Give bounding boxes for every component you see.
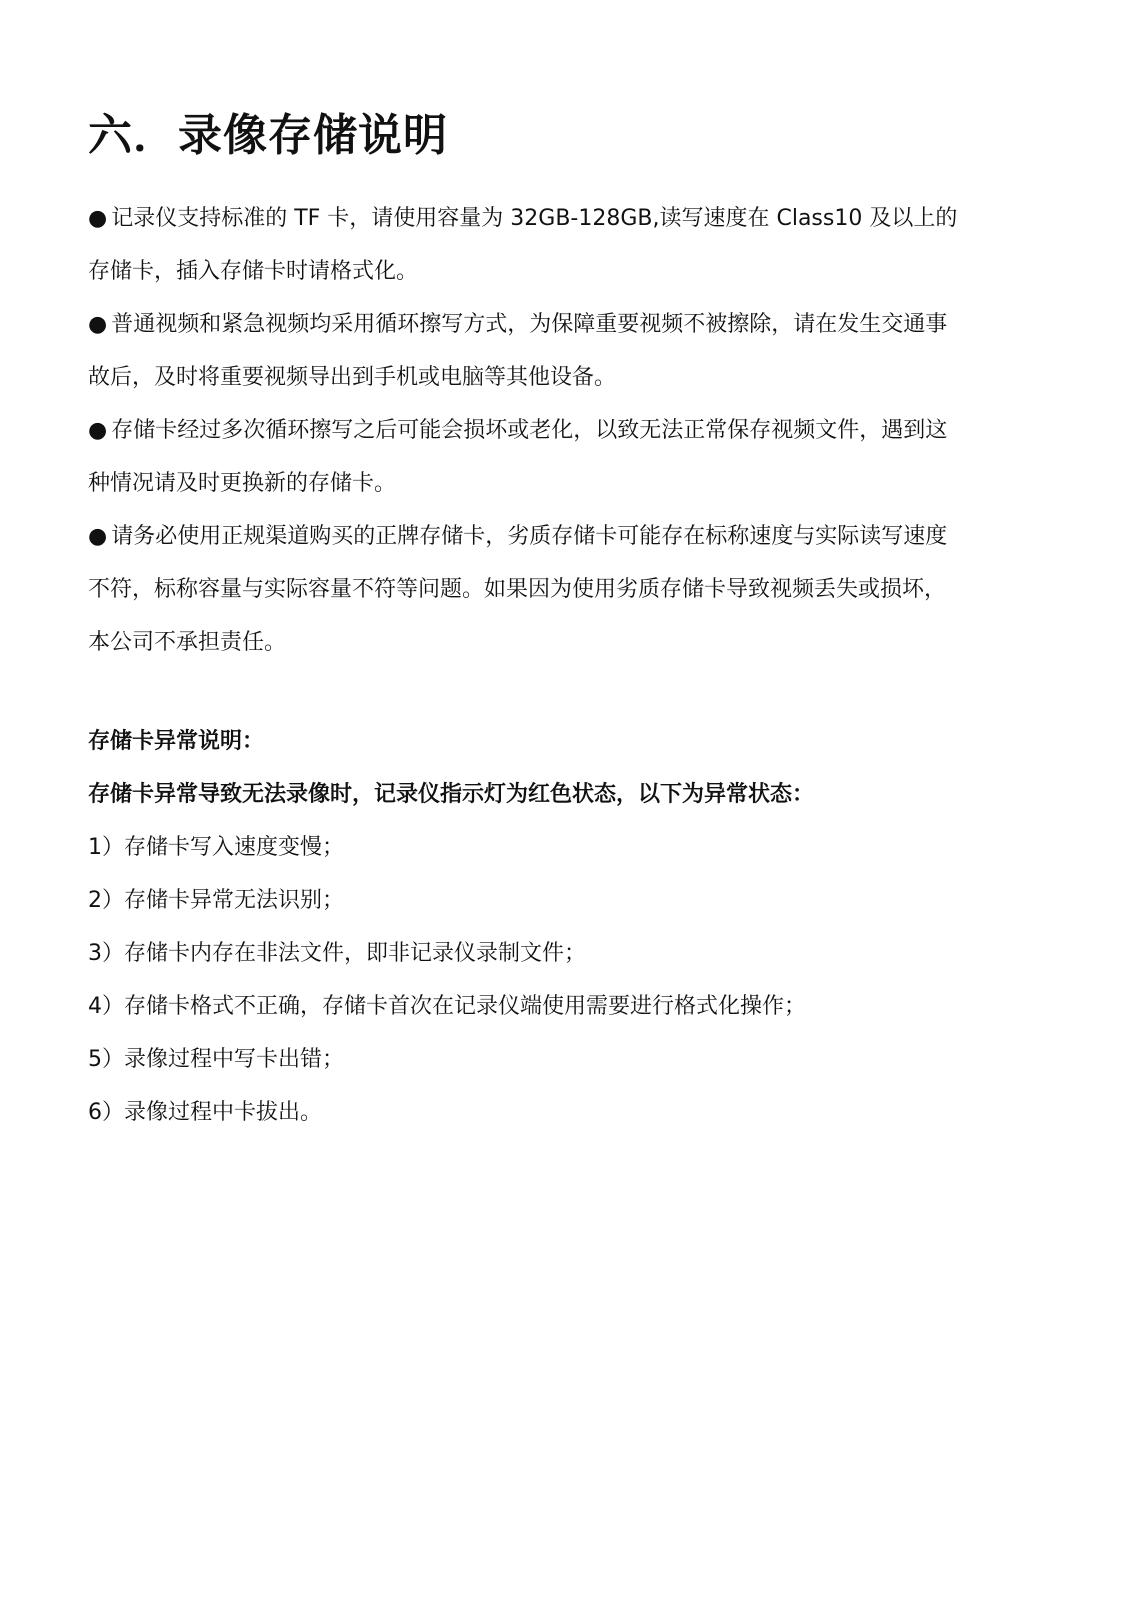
bullet-text: 记录仪支持标准的 TF 卡，请使用容量为 32GB-128GB,读写速度在 Class10 及以上的存储卡，插入存储卡时请格式化。 [88, 206, 958, 284]
bullet-paragraph [88, 404, 958, 510]
abnormal-subheading: 存储卡异常导致无法录像时，记录仪指示灯为红色状态，以下为异常状态： [88, 782, 815, 807]
bullet-text: 普通视频和紧急视频均采用循环擦写方式，为保障重要视频不被擦除，请在发生交通事故后，及时将重要视频导出到手机或电脑等其他设备。 [88, 312, 948, 390]
bullet-paragraph [88, 192, 958, 298]
abnormal-item: 5）录像过程中写卡出错； [88, 1047, 344, 1072]
bullet-paragraph [88, 510, 958, 669]
bullet-paragraph [88, 298, 958, 404]
bullet-dot-icon: ● [88, 206, 108, 231]
abnormal-item: 2）存储卡异常无法识别； [88, 888, 344, 913]
abnormal-item: 3）存储卡内存在非法文件，即非记录仪录制文件； [88, 941, 586, 966]
abnormal-heading: 存储卡异常说明： [88, 729, 265, 754]
bullet-dot-icon: ● [88, 524, 108, 549]
bullet-list [88, 192, 988, 669]
bullet-text: 请务必使用正规渠道购买的正牌存储卡，劣质存储卡可能存在标称速度与实际读写速度不符，标称容量与实际容量不符等问题。如果因为使用劣质存储卡导致视频丢失或损坏，本公司不承担责任。 [88, 524, 948, 655]
bullet-dot-icon: ● [88, 312, 108, 337]
abnormal-item: 1）存储卡写入速度变慢； [88, 835, 344, 860]
page-title: 六．录像存储说明 [88, 110, 448, 161]
abnormal-section [88, 715, 988, 1139]
abnormal-item: 4）存储卡格式不正确，存储卡首次在记录仪端使用需要进行格式化操作； [88, 994, 806, 1019]
bullet-dot-icon: ● [88, 418, 108, 443]
bullet-text: 存储卡经过多次循环擦写之后可能会损坏或老化，以致无法正常保存视频文件，遇到这种情况请及时更换新的存储卡。 [88, 418, 948, 496]
abnormal-item: 6）录像过程中卡拔出。 [88, 1100, 322, 1125]
